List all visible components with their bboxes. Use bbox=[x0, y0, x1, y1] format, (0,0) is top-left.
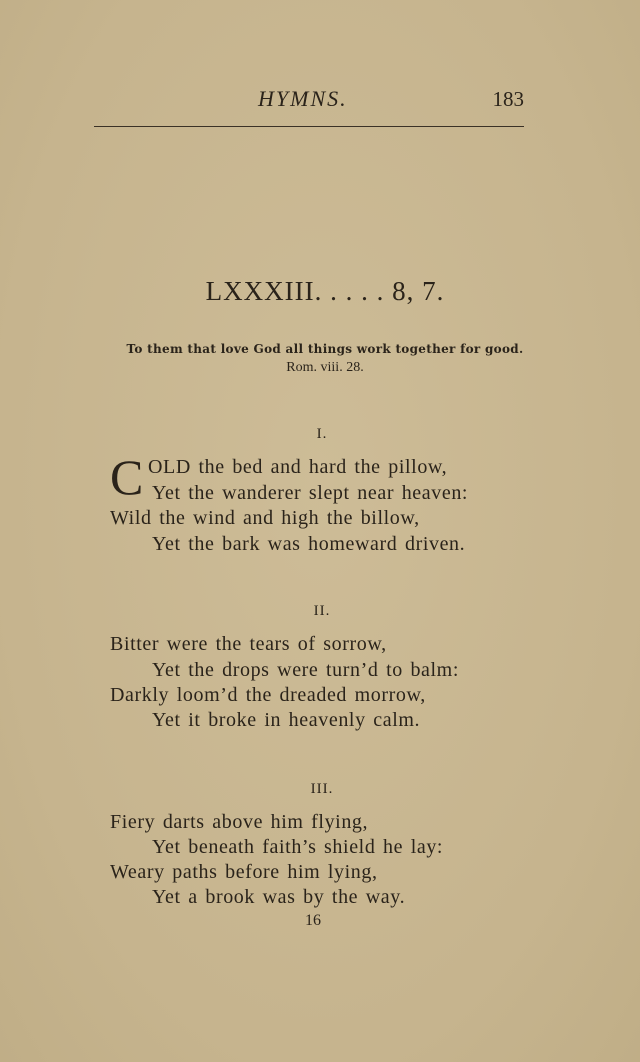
running-title: HYMNS. bbox=[258, 86, 348, 111]
stanza-3-line-2: Yet beneath faith’s shield he lay: bbox=[152, 836, 444, 858]
stanza-1-line-3: Wild the wind and high the billow, bbox=[110, 507, 420, 529]
drop-cap: C bbox=[110, 449, 144, 505]
signature-mark: 16 bbox=[305, 912, 321, 929]
stanza-2-line-3: Darkly loom’d the dreaded morrow, bbox=[110, 684, 426, 706]
stanza-numeral-2: II. bbox=[313, 603, 331, 619]
running-head bbox=[0, 86, 640, 116]
stanza-1-line-1: OLD the bed and hard the pillow, bbox=[148, 456, 448, 478]
page-number: 183 bbox=[492, 87, 524, 111]
stanza-numeral-1: I. bbox=[316, 426, 328, 442]
header-rule bbox=[94, 126, 524, 127]
stanza-3-line-4: Yet a brook was by the way. bbox=[152, 886, 406, 908]
stanza-3-line-1: Fiery darts above him flying, bbox=[110, 811, 369, 833]
stanza-2-line-1: Bitter were the tears of sorrow, bbox=[110, 633, 387, 655]
epigraph: To them that love God all things work together for good. bbox=[126, 342, 524, 356]
stanza-3-line-3: Weary paths before him lying, bbox=[110, 861, 378, 883]
hymn-number: LXXXIII. . . . . 8, 7. bbox=[205, 276, 445, 306]
stanza-2-line-2: Yet the drops were turn’d to balm: bbox=[152, 659, 459, 681]
stanza-2-line-4: Yet it broke in heavenly calm. bbox=[152, 709, 421, 731]
stanza-1-line-2: Yet the wanderer slept near heaven: bbox=[152, 482, 469, 504]
stanza-1-line-4: Yet the bark was homeward driven. bbox=[152, 533, 466, 555]
stanza-numeral-3: III. bbox=[310, 781, 334, 797]
scripture-citation: Rom. viii. 28. bbox=[286, 360, 364, 375]
